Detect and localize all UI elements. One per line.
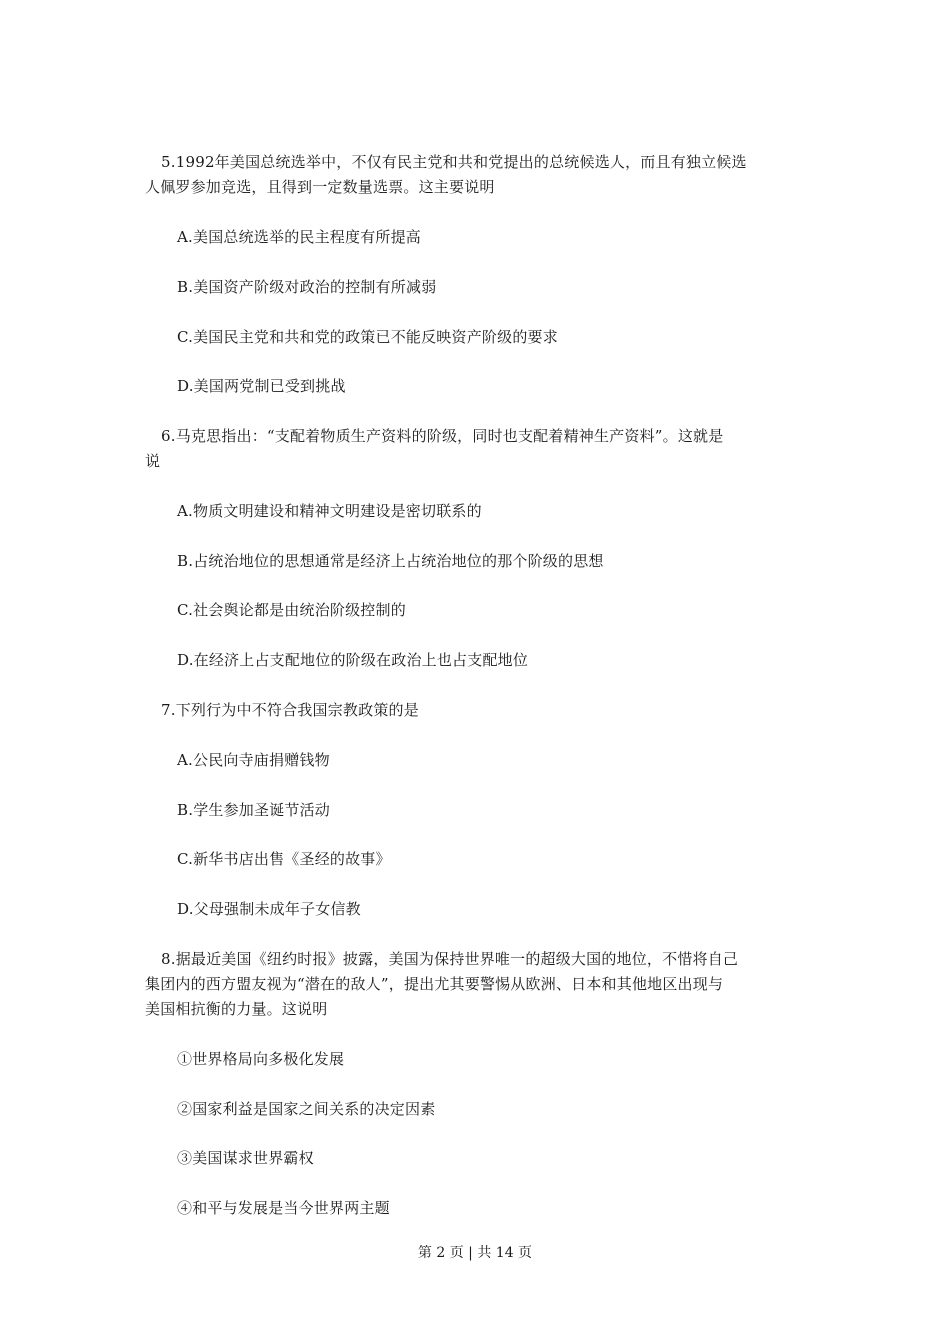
question-7-option-c: C.新华书店出售《圣经的故事》 [177,850,391,868]
question-6-option-b: B.占统治地位的思想通常是经济上占统治地位的那个阶级的思想 [177,552,604,570]
question-6-stem-line-1: 6.马克思指出：“支配着物质生产资料的阶级，同时也支配着精神生产资料”。这就是 [161,427,724,445]
question-6-option-c: C.社会舆论都是由统治阶级控制的 [177,601,406,619]
question-7-option-d: D.父母强制未成年子女信教 [177,900,361,918]
question-5-option-c: C.美国民主党和共和党的政策已不能反映资产阶级的要求 [177,328,558,346]
page-footer: 第 2 页 | 共 14 页 [417,1245,533,1261]
question-5-option-d: D.美国两党制已受到挑战 [177,377,346,395]
question-8-item-2: ②国家利益是国家之间关系的决定因素 [177,1100,436,1118]
question-6-stem-line-2: 说 [145,452,161,470]
question-5-stem-line-1: 5.1992年美国总统选举中，不仅有民主党和共和党提出的总统候选人，而且有独立候选 [161,153,747,171]
question-8-item-4: ④和平与发展是当今世界两主题 [177,1199,390,1217]
question-6-option-d: D.在经济上占支配地位的阶级在政治上也占支配地位 [177,651,529,669]
question-5-option-a: A.美国总统选举的民主程度有所提高 [177,228,422,246]
question-8-stem-line-1: 8.据最近美国《纽约时报》披露，美国为保持世界唯一的超级大国的地位，不惜将自己 [161,950,739,968]
question-8-item-3: ③美国谋求世界霸权 [177,1149,314,1167]
question-5-option-b: B.美国资产阶级对政治的控制有所减弱 [177,278,437,296]
question-6-option-a: A.物质文明建设和精神文明建设是密切联系的 [177,502,482,520]
question-7-stem-line-1: 7.下列行为中不符合我国宗教政策的是 [161,701,419,719]
question-8-stem-line-2: 集团内的西方盟友视为“潜在的敌人”，提出尤其要警惕从欧洲、日本和其他地区出现与 [145,975,724,993]
question-7-option-a: A.公民向寺庙捐赠钱物 [177,751,330,769]
question-5-stem-line-2: 人佩罗参加竞选，且得到一定数量选票。这主要说明 [145,178,495,196]
question-7-option-b: B.学生参加圣诞节活动 [177,801,330,819]
question-8-item-1: ①世界格局向多极化发展 [177,1050,345,1068]
question-8-stem-line-3: 美国相抗衡的力量。这说明 [145,1000,328,1018]
